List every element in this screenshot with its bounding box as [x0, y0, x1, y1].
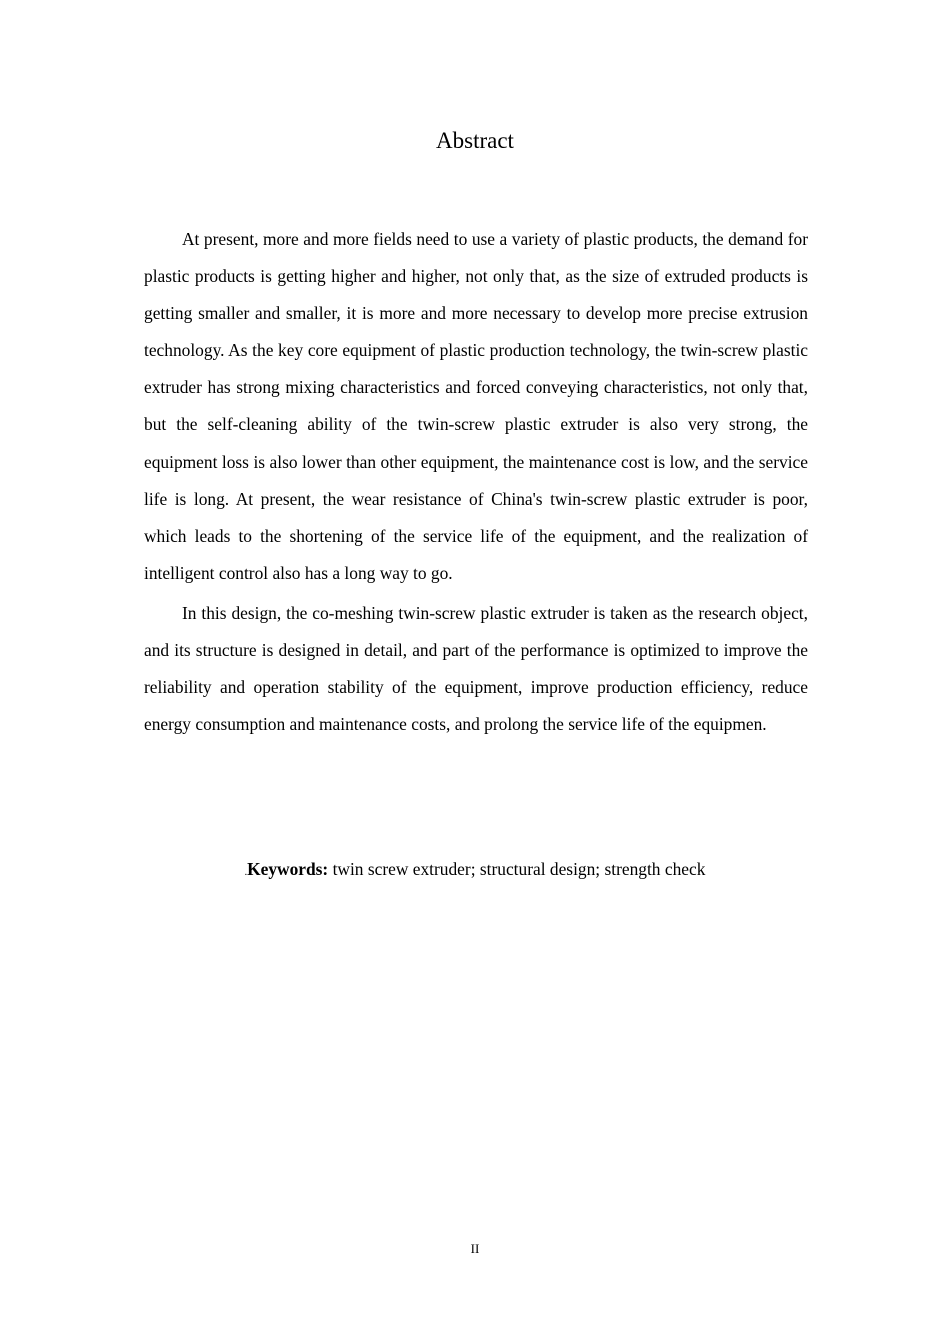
keywords-prefix: .	[244, 867, 248, 878]
abstract-paragraph-2: In this design, the co-meshing twin-screw plastic extruder is taken as the research object, and its structure is designed in detail, and part of the performance is optimized to improve the reliability and operation stability of the equipment, improve production efficiency, reduce energy consumption and maintenance costs, and prolong the service life of the equipmen.	[144, 602, 808, 735]
keywords-line	[0, 856, 950, 886]
abstract-title: Abstract	[436, 128, 514, 153]
keywords-label: Keywords:	[247, 859, 329, 879]
abstract-paragraph-1: At present, more and more fields need to use a variety of plastic products, the demand for plastic products is getting higher and higher, not only that, as the size of extruded products is getting smaller and smaller, it is more and more necessary to develop more precise extrusion technology. As the key core equipment of plastic production technology, the twin-screw plastic extruder has strong mixing characteristics and forced conveying characteristics, not only that, but the self-cleaning ability of the twin-screw plastic extruder is also very strong, the equipment loss is also lower than other equipment, the maintenance cost is low, and the service life is long. At present, the wear resistance of China's twin-screw plastic extruder is poor, which leads to the shortening of the service life of the equipment, and the realization of intelligent control also has a long way to go.	[144, 229, 808, 583]
page-number: II	[470, 1241, 480, 1256]
keywords-text: twin screw extruder; structural design; strength check	[328, 859, 706, 879]
abstract-body	[144, 221, 808, 743]
